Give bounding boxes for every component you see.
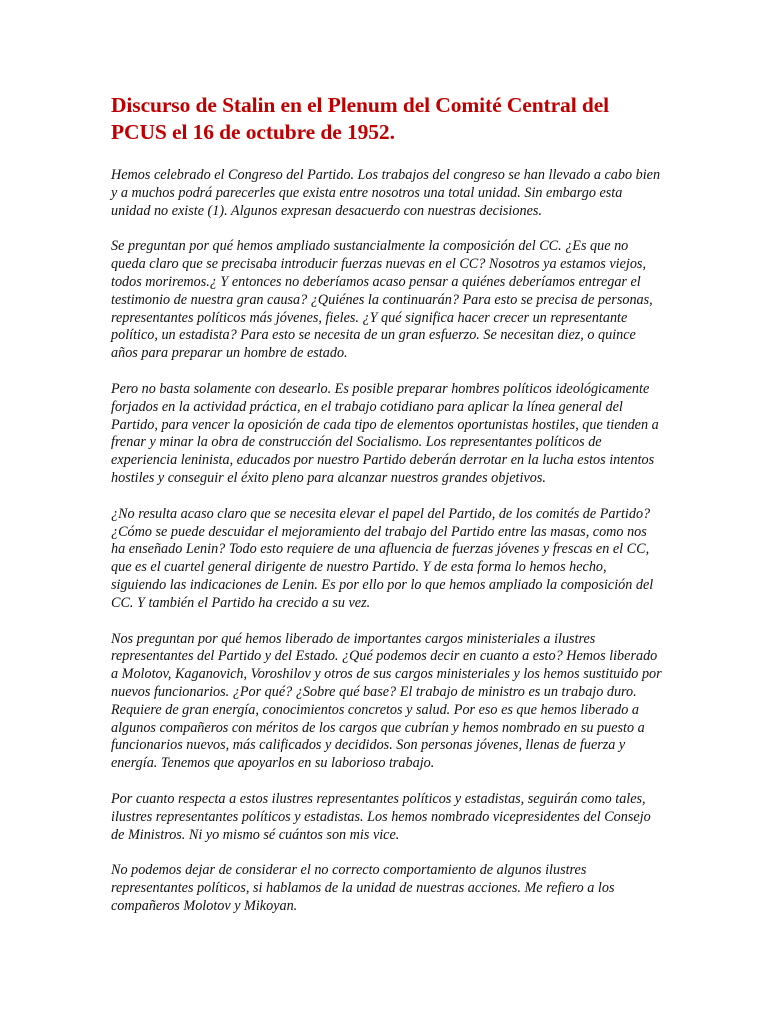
- paragraph-3: Pero no basta solamente con desearlo. Es posible preparar hombres políticos ideológicamente forjados en la actividad práctica, en el trabajo cotidiano para aplicar la línea general del Partido, para vencer la oposición de cada tipo de elementos oportunistas hostiles, que tienden a frenar y minar la obra de construcción del Socialismo. Los representantes políticos de experiencia leninista, educados por nuestro Partido deberán derrotar en la lucha estos intentos hostiles y conseguir el éxito pleno para alcanzar nuestros grandes objetivos.: [111, 380, 659, 486]
- paragraph-4: ¿No resulta acaso claro que se necesita elevar el papel del Partido, de los comités de Partido? ¿Cómo se puede descuidar el mejoramiento del trabajo del Partido entre las masas, como nos ha enseñado Lenin? Todo esto requiere de una afluencia de fuerzas jóvenes y frescas en el CC, que es el cuartel general dirigente de nuestro Partido. Y de esta forma lo hemos hecho, siguiendo las indicaciones de Lenin. Es por ello por lo que hemos ampliado la composición del CC. Y también el Partido ha crecido a su vez.: [111, 505, 654, 611]
- paragraph-1: Hemos celebrado el Congreso del Partido. Los trabajos del congreso se han llevado a cabo bien y a muchos podrá parecerles que exista entre nosotros una total unidad. Sin embargo esta unidad no existe (1). Algunos expresan desacuerdo con nuestras decisiones.: [111, 167, 661, 219]
- paragraph-5: Nos preguntan por qué hemos liberado de importantes cargos ministeriales a ilustres representantes del Partido y del Estado. ¿Qué podemos decir en cuanto a esto? Hemos liberado a Molotov, Kaganovich, Voroshilov y otros de sus cargos ministeriales y los hemos sustituido por nuevos funcionarios. ¿Por qué? ¿Sobre qué base? El trabajo de ministro es un trabajo duro. Requiere de gran energía, conocimientos concretos y salud. Por eso es que hemos liberado a algunos compañeros con méritos de los cargos que cubrían y hemos nombrado en su puesto a funcionarios nuevos, más calificados y decididos. Son personas jóvenes, llenas de fuerza y energía. Tenemos que apoyarlos en su laborioso trabajo.: [111, 630, 662, 772]
- paragraph-2: Se preguntan por qué hemos ampliado sustancialmente la composición del CC. ¿Es que no queda claro que se precisaba introducir fuerzas nuevas en el CC? Nosotros ya estamos viejos, todos moriremos.¿ Y entonces no deberíamos acaso pensar a quiénes deberíamos entregar el testimonio de nuestra gran causa? ¿Quiénes la continuarán? Para esto se precisa de personas, representantes políticos más jóvenes, fieles. ¿Y qué significa hacer crecer un representante político, un estadista? Para esto se necesita de un gran esfuerzo. Se necesitan diez, o quince años para preparar un hombre de estado.: [111, 238, 653, 362]
- paragraph-6: Por cuanto respecta a estos ilustres representantes políticos y estadistas, seguirán como tales, ilustres representantes políticos y estadistas. Los hemos nombrado vicepresidentes del Consejo de Ministros. Ni yo mismo sé cuántos son mis vice.: [111, 790, 651, 843]
- paragraph-7: No podemos dejar de considerar el no correcto comportamiento de algunos ilustres representantes políticos, si hablamos de la unidad de nuestras acciones. Me refiero a los compañeros Molotov y Mikoyan.: [111, 862, 615, 914]
- document-page: [111, 92, 663, 934]
- document-title: Discurso de Stalin en el Plenum del Comité Central del PCUS el 16 de octubre de 1952.: [111, 93, 610, 144]
